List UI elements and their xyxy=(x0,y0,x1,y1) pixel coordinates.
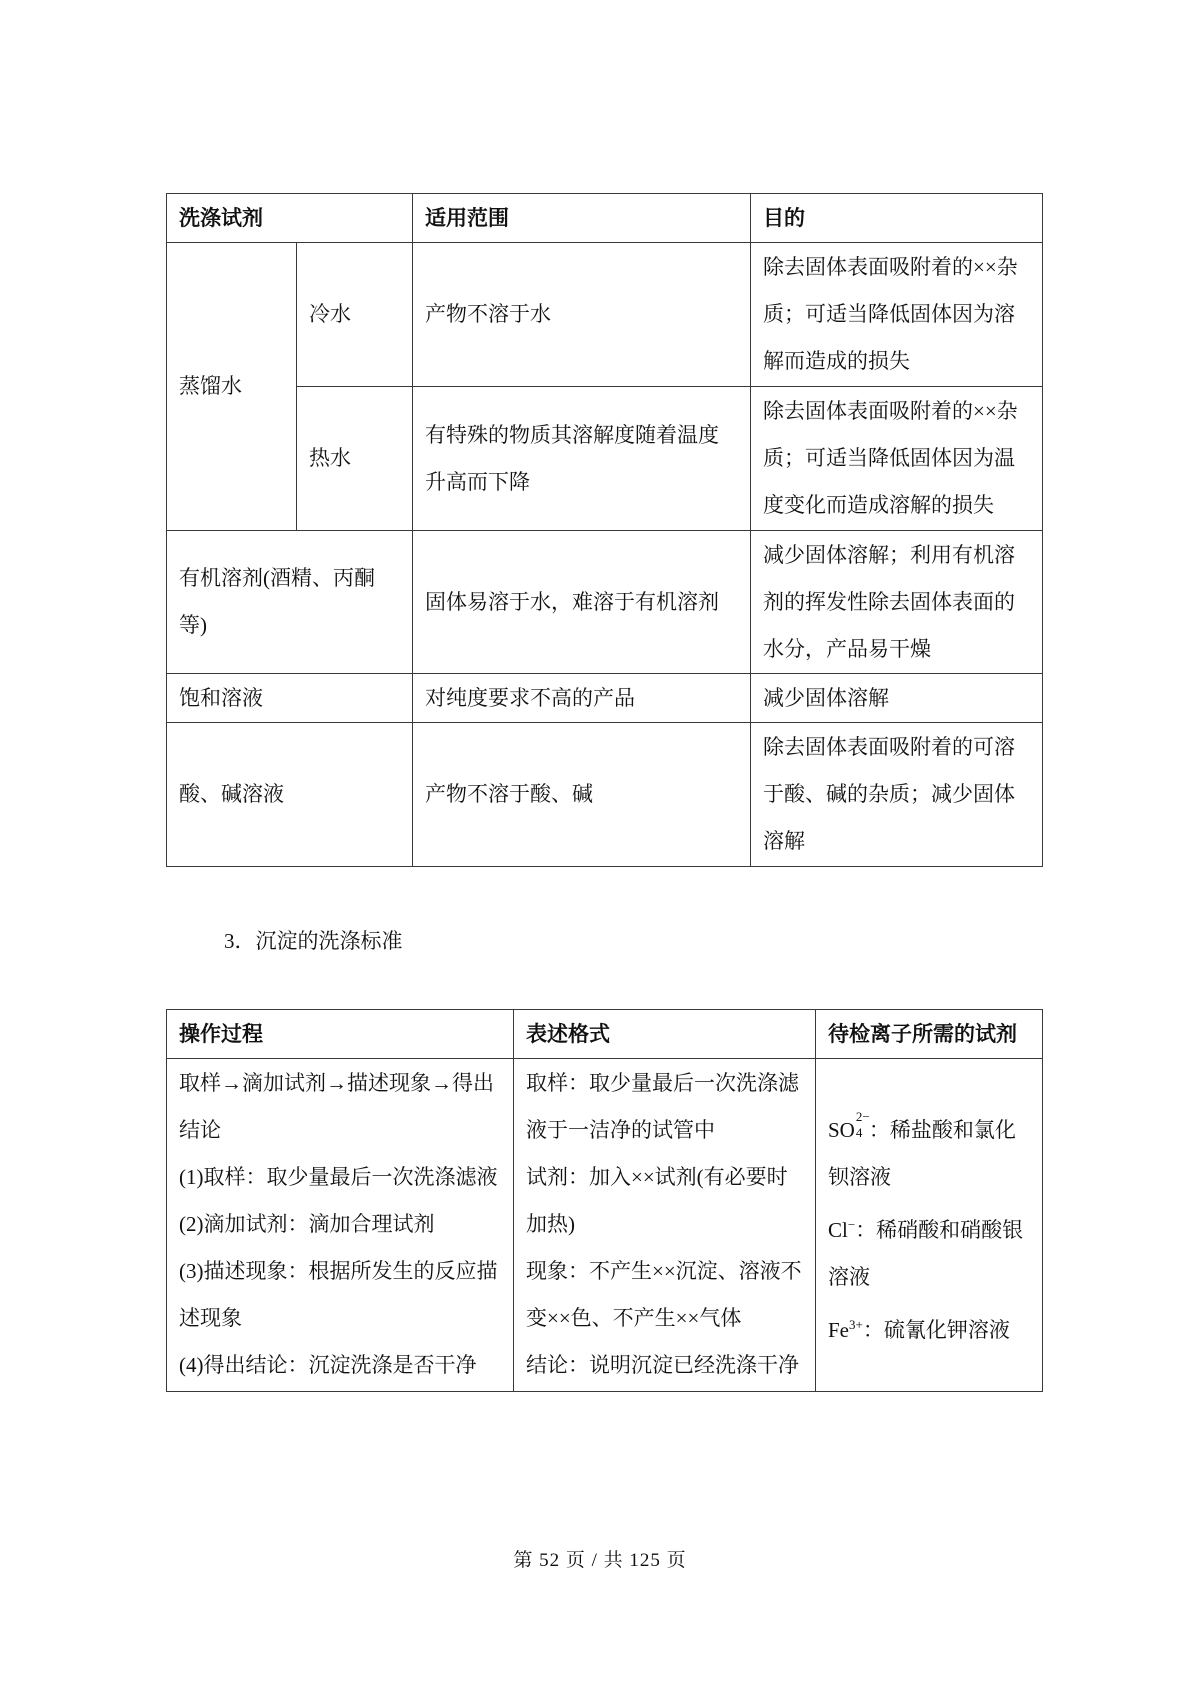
text-line: 固体易溶于水，难溶于有机溶剂 xyxy=(425,589,719,614)
scope-cell xyxy=(413,243,751,387)
ion-reagent-text: ：稀硝酸和硝酸银 xyxy=(855,1218,1024,1242)
text-line: 除去固体表面吸附着的××杂 xyxy=(763,255,1018,279)
text-line: 产物不溶于酸、碱 xyxy=(425,782,593,806)
ion-reagent-text: ：稀盐酸和氯化 xyxy=(868,1118,1016,1142)
text-line: 质；可适当降低固体因为溶 xyxy=(763,302,1015,326)
purpose-cell xyxy=(751,723,1043,867)
ion-symbol: SO xyxy=(828,1118,855,1142)
process-cell xyxy=(167,1059,514,1392)
text-line: 述现象 xyxy=(179,1306,242,1330)
purpose-cell xyxy=(751,387,1043,531)
scope-cell xyxy=(413,674,751,723)
text-line: 产物不溶于水 xyxy=(425,302,551,326)
text-line: 加热) xyxy=(526,1212,575,1236)
text-line: 取样→滴加试剂→描述现象→得出 xyxy=(179,1071,494,1095)
text-line: 结论 xyxy=(179,1118,221,1142)
text-line: 度变化而造成溶解的损失 xyxy=(763,493,994,517)
reagent-saturated-solution: 饱和溶液 xyxy=(167,674,413,723)
text-line: 试剂：加入××试剂(有必要时 xyxy=(526,1165,788,1189)
scope-cell xyxy=(413,723,751,867)
text-line: 减少固体溶解；利用有机溶 xyxy=(763,542,1015,567)
text-line: 溶解 xyxy=(763,829,805,853)
text-line: 升高而下降 xyxy=(425,469,530,494)
ion-reagents-cell xyxy=(816,1059,1043,1392)
section-caption: 3．沉淀的洗涤标准 xyxy=(224,929,403,953)
header-format: 表述格式 xyxy=(514,1010,816,1059)
scope-cell xyxy=(413,387,751,531)
reagent-acid-base-solution: 酸、碱溶液 xyxy=(167,723,413,867)
text-line: 解而造成的损失 xyxy=(763,349,910,373)
ion-charge-stack xyxy=(855,1109,870,1140)
ion-symbol: Fe xyxy=(828,1318,849,1342)
table-row xyxy=(167,723,1043,867)
washing-reagent-table xyxy=(166,193,1043,867)
ion-reagent-text: 钡溶液 xyxy=(828,1165,891,1189)
reagent-cold-water: 冷水 xyxy=(297,243,413,387)
table-header-row xyxy=(167,1010,1043,1059)
ion-line xyxy=(828,1107,1030,1154)
text-line: 除去固体表面吸附着的××杂 xyxy=(763,399,1018,423)
text-line: 减少固体溶解 xyxy=(763,685,889,710)
page-footer: 第 52 页 / 共 125 页 xyxy=(513,1550,687,1571)
text-line: 水分，产品易干燥 xyxy=(763,636,931,661)
purpose-cell xyxy=(751,674,1043,723)
ion-reagent-text: ：硫氰化钾溶液 xyxy=(862,1318,1010,1342)
reagent-organic-solvent xyxy=(167,531,413,674)
table-row xyxy=(167,531,1043,674)
ion-subscript: 4 xyxy=(855,1125,863,1140)
table-row xyxy=(167,674,1043,723)
text-line: 变××色、不产生××气体 xyxy=(526,1306,742,1330)
ion-charge: 3+ xyxy=(849,1317,863,1332)
text-line: 液于一洁净的试管中 xyxy=(526,1118,715,1142)
ion-charge: − xyxy=(847,1217,856,1232)
text-line: 有机溶剂(酒精、丙酮 xyxy=(179,566,375,590)
ion-symbol: Cl xyxy=(828,1218,848,1242)
table-row xyxy=(167,243,1043,387)
reagent-distilled-water: 蒸馏水 xyxy=(167,243,297,531)
text-line: 剂的挥发性除去固体表面的 xyxy=(763,589,1015,614)
ion-reagent-text: 溶液 xyxy=(828,1265,870,1289)
format-cell xyxy=(514,1059,816,1392)
table-row xyxy=(167,1059,1043,1392)
text-line: 除去固体表面吸附着的可溶 xyxy=(763,735,1015,759)
text-line: (1)取样：取少量最后一次洗涤滤液 xyxy=(179,1165,498,1189)
header-scope: 适用范围 xyxy=(413,194,751,243)
scope-cell xyxy=(413,531,751,674)
text-line: 对纯度要求不高的产品 xyxy=(425,685,635,710)
text-line: 于酸、碱的杂质；减少固体 xyxy=(763,782,1015,806)
text-line xyxy=(828,1154,1030,1201)
header-process: 操作过程 xyxy=(167,1010,514,1059)
text-line: 有特殊的物质其溶解度随着温度 xyxy=(425,422,719,447)
text-line: (4)得出结论：沉淀洗涤是否干净 xyxy=(179,1353,477,1377)
reagent-hot-water: 热水 xyxy=(297,387,413,531)
header-reagent: 洗涤试剂 xyxy=(167,194,413,243)
table-row xyxy=(167,387,1043,531)
text-line: 现象：不产生××沉淀、溶液不 xyxy=(526,1259,802,1283)
header-reagents: 待检离子所需的试剂 xyxy=(816,1010,1043,1059)
text-line: (2)滴加试剂：滴加合理试剂 xyxy=(179,1212,435,1236)
purpose-cell xyxy=(751,531,1043,674)
washing-standard-table xyxy=(166,1009,1043,1392)
text-line: (3)描述现象：根据所发生的反应描 xyxy=(179,1259,498,1283)
text-line: 取样：取少量最后一次洗涤滤 xyxy=(526,1071,799,1095)
table-header-row xyxy=(167,194,1043,243)
text-line: 等) xyxy=(179,613,207,637)
ion-charge: 2− xyxy=(855,1109,870,1124)
text-line: 质；可适当降低固体因为温 xyxy=(763,446,1015,470)
ion-line xyxy=(828,1301,1030,1354)
purpose-cell xyxy=(751,243,1043,387)
text-line: 结论：说明沉淀已经洗涤干净 xyxy=(526,1353,799,1377)
ion-line xyxy=(828,1201,1030,1254)
text-line xyxy=(828,1254,1030,1301)
header-purpose: 目的 xyxy=(751,194,1043,243)
